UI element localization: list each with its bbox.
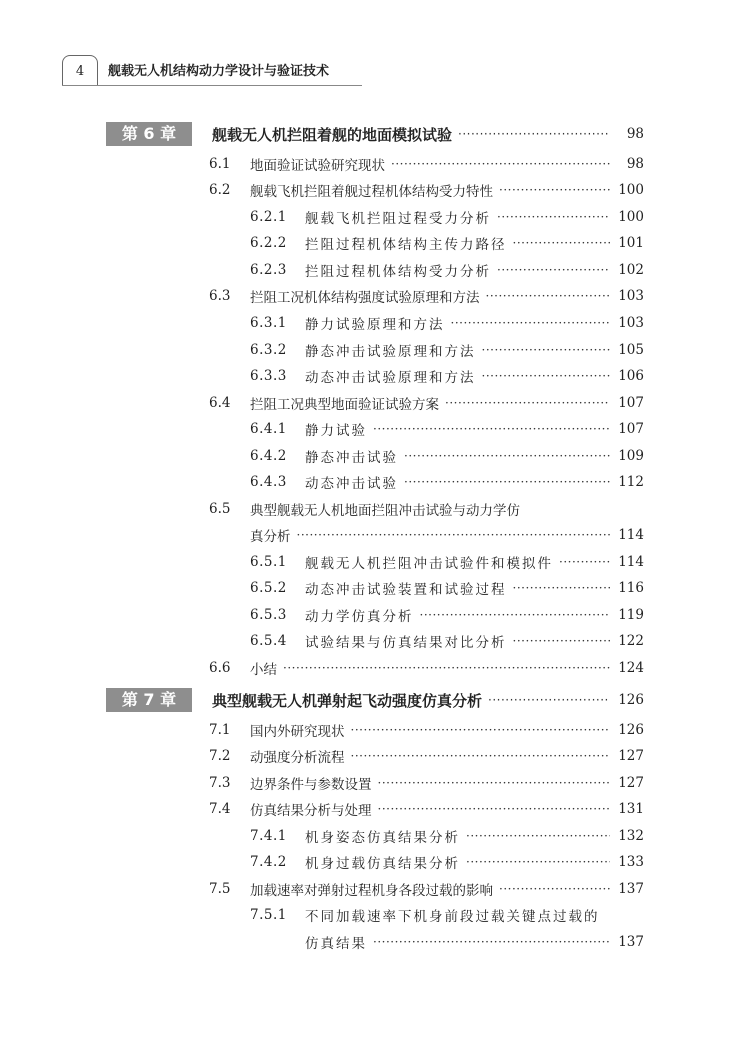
page-ref: 137: [618, 881, 644, 897]
page-ref: 112: [618, 474, 644, 490]
toc-entry[interactable]: [250, 418, 644, 440]
leader-dots: [404, 445, 610, 467]
section-number: 6.4.2: [250, 448, 287, 464]
section-title: 舰载飞机拦阻着舰过程机体结构受力特性: [250, 184, 493, 200]
leader-dots: [513, 630, 611, 652]
toc-entry-continuation[interactable]: [250, 524, 644, 546]
page-ref: 109: [618, 448, 644, 464]
page-ref: 131: [618, 801, 644, 817]
section-title-continued: 真分析: [250, 529, 291, 545]
toc-entry[interactable]: [209, 153, 644, 175]
chapter-7-label: 第 7 章: [106, 688, 192, 712]
section-number: 6.3.3: [250, 368, 287, 384]
toc-entry[interactable]: [250, 851, 644, 873]
section-title: 拦阻过程机体结构主传力路径: [305, 237, 507, 253]
leader-dots: [466, 851, 610, 873]
section-title: 国内外研究现状: [250, 724, 345, 740]
running-header: [62, 50, 362, 86]
section-title: 加载速率对弹射过程机身各段过载的影响: [250, 883, 493, 899]
chapter-title: 典型舰载无人机弹射起飞动强度仿真分析: [212, 691, 483, 710]
page-ref: 100: [618, 209, 644, 225]
leader-dots: [297, 524, 611, 546]
page-ref: 107: [618, 421, 644, 437]
section-number: 7.5: [209, 881, 231, 897]
section-title: 拦阻过程机体结构受力分析: [305, 264, 491, 280]
leader-dots: [451, 312, 611, 334]
section-title: 不同加载速率下机身前段过载关键点过载的: [305, 909, 600, 925]
leader-dots: [351, 745, 611, 767]
page-ref: 107: [618, 395, 644, 411]
section-number: 6.2: [209, 182, 231, 198]
leader-dots: [466, 825, 610, 847]
section-title: 试验结果与仿真结果对比分析: [305, 635, 507, 651]
leader-dots: [378, 798, 611, 820]
leader-dots: [486, 285, 611, 307]
page-ref: 124: [618, 660, 644, 676]
section-number: 6.6: [209, 660, 231, 676]
section-title: 舰载飞机拦阻过程受力分析: [305, 211, 491, 227]
section-title: 动态冲击试验: [305, 476, 398, 492]
toc-chapter-6[interactable]: [212, 123, 644, 145]
page-ref: 100: [618, 182, 644, 198]
toc-entry[interactable]: [250, 551, 644, 573]
toc-entry[interactable]: [250, 339, 644, 361]
leader-dots: [559, 551, 610, 573]
section-number: 6.2.3: [250, 262, 287, 278]
page-ref: 122: [618, 633, 644, 649]
toc-entry[interactable]: [209, 657, 644, 679]
leader-dots: [378, 772, 611, 794]
toc-entry[interactable]: [250, 312, 644, 334]
section-number: 6.5.2: [250, 580, 287, 596]
leader-dots: [513, 577, 611, 599]
page-ref: 98: [626, 126, 644, 142]
leader-dots: [482, 339, 611, 361]
section-number: 6.5.3: [250, 607, 287, 623]
toc-entry[interactable]: [250, 630, 644, 652]
page-ref: 119: [618, 607, 644, 623]
toc-entry[interactable]: [250, 825, 644, 847]
section-title: 典型舰载无人机地面拦阻冲击试验与动力学仿: [250, 503, 520, 519]
leader-dots: [391, 153, 610, 175]
toc-entry[interactable]: [209, 392, 644, 414]
leader-dots: [497, 206, 610, 228]
section-title: 动强度分析流程: [250, 750, 345, 766]
page-ref: 127: [618, 748, 644, 764]
section-number: 7.4.2: [250, 854, 287, 870]
section-number: 7.4.1: [250, 828, 287, 844]
leader-dots: [513, 232, 611, 254]
section-title: 拦阻工况机体结构强度试验原理和方法: [250, 290, 480, 306]
toc-entry[interactable]: [250, 259, 644, 281]
section-number: 7.1: [209, 722, 231, 738]
toc-entry[interactable]: [209, 745, 644, 767]
leader-dots: [404, 471, 610, 493]
page-ref: 101: [618, 235, 644, 251]
page-ref: 102: [618, 262, 644, 278]
leader-dots: [499, 179, 610, 201]
leader-dots: [482, 365, 611, 387]
section-number: 6.3.1: [250, 315, 287, 331]
leader-dots: [458, 123, 610, 145]
section-title: 动态冲击试验装置和试验过程: [305, 582, 507, 598]
leader-dots: [420, 604, 611, 626]
section-number: 6.2.1: [250, 209, 287, 225]
page-ref: 137: [618, 934, 644, 950]
header-divider: [62, 85, 362, 86]
page-ref: 105: [618, 342, 644, 358]
leader-dots: [497, 259, 610, 281]
section-title: 地面验证试验研究现状: [250, 158, 385, 174]
section-title: 动态冲击试验原理和方法: [305, 370, 476, 386]
section-number: 6.3.2: [250, 342, 287, 358]
section-title: 拦阻工况典型地面验证试验方案: [250, 397, 439, 413]
page-ref: 126: [618, 692, 644, 708]
section-title: 动力学仿真分析: [305, 609, 414, 625]
page-number: 4: [62, 55, 98, 85]
toc-entry[interactable]: [209, 772, 644, 794]
page-ref: 133: [618, 854, 644, 870]
section-number: 6.5.1: [250, 554, 287, 570]
page-ref: 127: [618, 775, 644, 791]
leader-dots: [373, 418, 610, 440]
leader-dots: [488, 689, 610, 711]
toc-entry[interactable]: [209, 179, 644, 201]
section-title-continued: 仿真结果: [305, 936, 367, 952]
section-number: 7.4: [209, 801, 231, 817]
toc-entry[interactable]: [209, 285, 644, 307]
section-title: 小结: [250, 662, 277, 678]
toc-entry[interactable]: [209, 798, 644, 820]
page-ref: 98: [626, 156, 644, 172]
section-number: 6.4.3: [250, 474, 287, 490]
toc-chapter-7[interactable]: [212, 689, 644, 711]
section-title: 机身过载仿真结果分析: [305, 856, 460, 872]
leader-dots: [283, 657, 610, 679]
leader-dots: [445, 392, 610, 414]
section-title: 机身姿态仿真结果分析: [305, 830, 460, 846]
section-number: 6.1: [209, 156, 231, 172]
section-title: 静态冲击试验原理和方法: [305, 344, 476, 360]
page-ref: 114: [618, 554, 644, 570]
section-title: 边界条件与参数设置: [250, 777, 372, 793]
section-number: 6.4: [209, 395, 231, 411]
section-number: 6.5: [209, 501, 231, 517]
chapter-6-label: 第 6 章: [106, 122, 192, 146]
section-title: 静力试验: [305, 423, 367, 439]
section-number: 7.3: [209, 775, 231, 791]
toc-entry[interactable]: [250, 471, 644, 493]
section-number: 7.2: [209, 748, 231, 764]
toc-entry[interactable]: [250, 577, 644, 599]
page-ref: 106: [618, 368, 644, 384]
toc-entry[interactable]: [250, 365, 644, 387]
section-title: 舰载无人机拦阻冲击试验件和模拟件: [305, 556, 553, 572]
chapter-title: 舰载无人机拦阻着舰的地面模拟试验: [212, 125, 453, 144]
section-title: 仿真结果分析与处理: [250, 803, 372, 819]
leader-dots: [499, 878, 610, 900]
page-ref: 114: [618, 527, 644, 543]
page-ref: 126: [618, 722, 644, 738]
section-number: 6.4.1: [250, 421, 287, 437]
section-title: 静态冲击试验: [305, 450, 398, 466]
page-ref: 103: [618, 315, 644, 331]
section-number: 6.3: [209, 288, 231, 304]
page-ref: 132: [618, 828, 644, 844]
toc-entry[interactable]: [209, 878, 644, 900]
toc-entry-multiline[interactable]: [250, 904, 644, 926]
toc-entry[interactable]: [250, 604, 644, 626]
section-number: 6.2.2: [250, 235, 287, 251]
toc-entry[interactable]: [209, 719, 644, 741]
section-number: 6.5.4: [250, 633, 287, 649]
page-ref: 116: [618, 580, 644, 596]
toc-entry-multiline[interactable]: [209, 498, 644, 520]
leader-dots: [351, 719, 611, 741]
toc-entry-continuation[interactable]: [305, 931, 644, 953]
toc-entry[interactable]: [250, 445, 644, 467]
toc-entry[interactable]: [250, 232, 644, 254]
section-number: 7.5.1: [250, 907, 287, 923]
toc-entry[interactable]: [250, 206, 644, 228]
leader-dots: [373, 931, 610, 953]
page-ref: 103: [618, 288, 644, 304]
book-title: 舰载无人机结构动力学设计与验证技术: [108, 64, 330, 79]
section-title: 静力试验原理和方法: [305, 317, 445, 333]
